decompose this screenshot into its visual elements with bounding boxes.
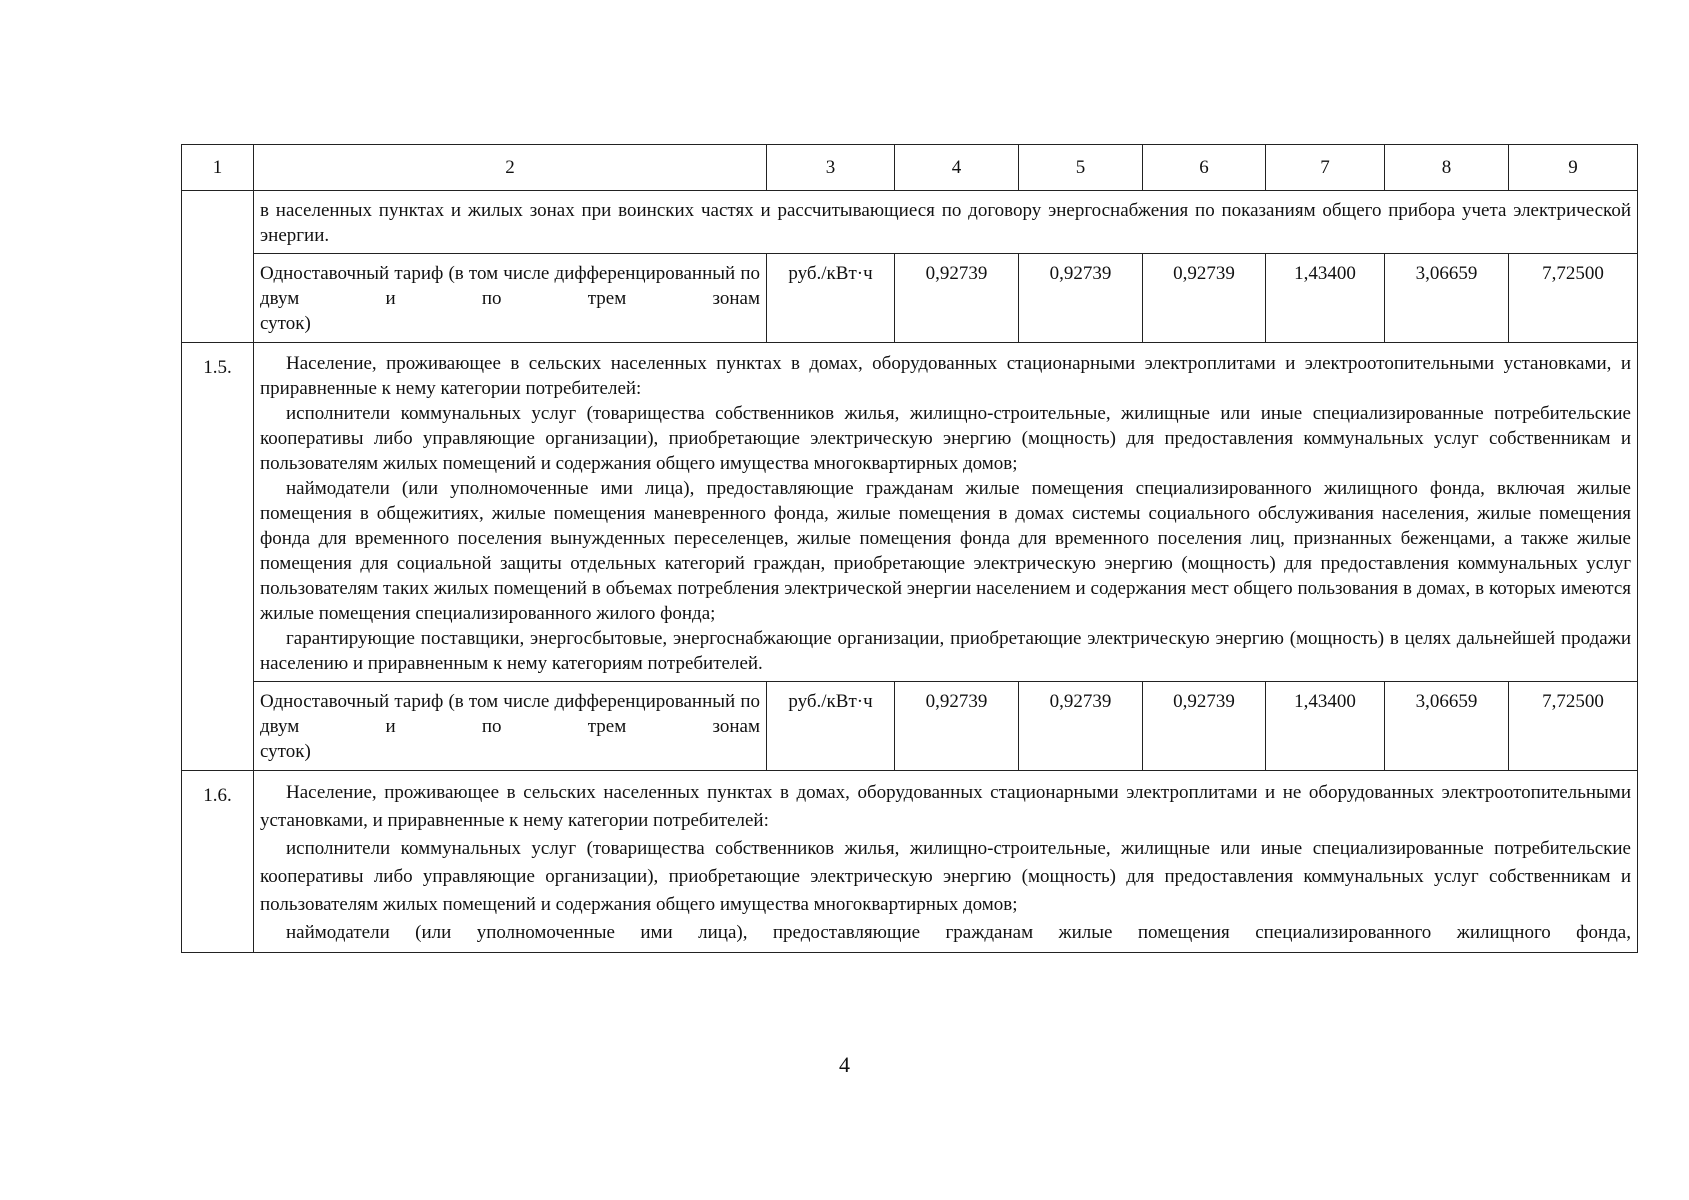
header-row [182, 145, 1638, 191]
header-cell: 5 [1019, 145, 1143, 191]
tariff-row [182, 682, 1638, 771]
tariff-row [182, 254, 1638, 343]
row-number: 1.5. [182, 343, 254, 771]
tariff-value: 3,06659 [1385, 254, 1509, 343]
description-paragraph: в населенных пунктах и жилых зонах при воинских частях и рассчитывающиеся по договору энергоснабжения по показаниям общего прибора учета электрической энергии. [260, 200, 1631, 246]
tariff-value: 0,92739 [895, 682, 1019, 771]
header-cell: 8 [1385, 145, 1509, 191]
description-paragraph: Население, проживающее в сельских населенных пунктах в домах, оборудованных стационарными электроплитами и не оборудованных электроотопительными установками, и приравненные к нему категории потребителей: [260, 782, 1631, 831]
tariff-value: 0,92739 [1019, 682, 1143, 771]
tariff-name: Одноставочный тариф (в том числе дифференцированный по двум и по трем зонам суток) [254, 254, 767, 343]
row-number-cell [182, 191, 254, 343]
tariff-value: 1,43400 [1266, 254, 1385, 343]
description-paragraph: исполнители коммунальных услуг (товарищества собственников жилья, жилищно-строительные, жилищные или иные специализированные потребительские кооперативы либо управляющие организации), приобретающие электрическую энергию (мощность) для предоставления коммунальных услуг собственникам и пользователям жилых помещений и содержания общего имущества многоквартирных домов; [260, 403, 1631, 474]
header-cell: 3 [767, 145, 895, 191]
header-cell: 4 [895, 145, 1019, 191]
header-cell: 7 [1266, 145, 1385, 191]
tariff-unit: руб./кВт·ч [767, 254, 895, 343]
tariff-value: 7,72500 [1509, 254, 1638, 343]
header-cell: 6 [1143, 145, 1266, 191]
description-paragraph: Население, проживающее в сельских населенных пунктах в домах, оборудованных стационарными электроплитами и электроотопительными установками, и приравненные к нему категории потребителей: [260, 353, 1631, 399]
header-cell: 2 [254, 145, 767, 191]
description-paragraph: исполнители коммунальных услуг (товарищества собственников жилья, жилищно-строительные, жилищные или иные специализированные потребительские кооперативы либо управляющие организации), приобретающие электрическую энергию (мощность) для предоставления коммунальных услуг собственникам и пользователям жилых помещений и содержания общего имущества многоквартирных домов; [260, 838, 1631, 915]
header-cell: 9 [1509, 145, 1638, 191]
description-paragraph: наймодатели (или уполномоченные ими лица), предоставляющие гражданам жилые помещения специализированного жилищного фонда, включая жилые помещения в общежитиях, жилые помещения маневренного фонда, жилые помещения в домах системы социального обслуживания населения, жилые помещения фонда для временного поселения вынужденных переселенцев, жилые помещения фонда для временного поселения лиц, признанных беженцами, а также жилые помещения для социальной защиты отдельных категорий граждан, приобретающие электрическую энергию (мощность) для предоставления коммунальных услуг пользователям таких жилых помещений в объемах потребления электрической энергии населением и содержания мест общего пользования в домах, в которых имеются жилые помещения специализированного жилого фонда; [260, 478, 1631, 624]
category-row-continued [182, 191, 1638, 254]
description-paragraph: гарантирующие поставщики, энергосбытовые, энергоснабжающие организации, приобретающие электрическую энергию (мощность) в целях дальнейшей продажи населению и приравненным к нему категориям потребителей. [260, 628, 1631, 674]
tariff-value: 0,92739 [1019, 254, 1143, 343]
page-number: 4 [839, 1052, 850, 1077]
description-paragraph: наймодатели (или уполномоченные ими лица), предоставляющие гражданам жилые помещения специализированного жилищного фонда, [286, 922, 1631, 943]
tariff-value: 7,72500 [1509, 682, 1638, 771]
header-cell: 1 [182, 145, 254, 191]
tariff-value: 3,06659 [1385, 682, 1509, 771]
category-description [254, 343, 1638, 682]
tariff-value: 0,92739 [1143, 682, 1266, 771]
category-row [182, 771, 1638, 953]
tariff-name: Одноставочный тариф (в том числе дифференцированный по двум и по трем зонам суток) [254, 682, 767, 771]
tariff-value: 0,92739 [895, 254, 1019, 343]
category-row [182, 343, 1638, 682]
tariff-unit: руб./кВт·ч [767, 682, 895, 771]
row-number: 1.6. [182, 771, 254, 953]
tariff-value: 1,43400 [1266, 682, 1385, 771]
category-description [254, 771, 1638, 953]
tariff-table [181, 144, 1638, 953]
category-description [254, 191, 1638, 254]
tariff-value: 0,92739 [1143, 254, 1266, 343]
